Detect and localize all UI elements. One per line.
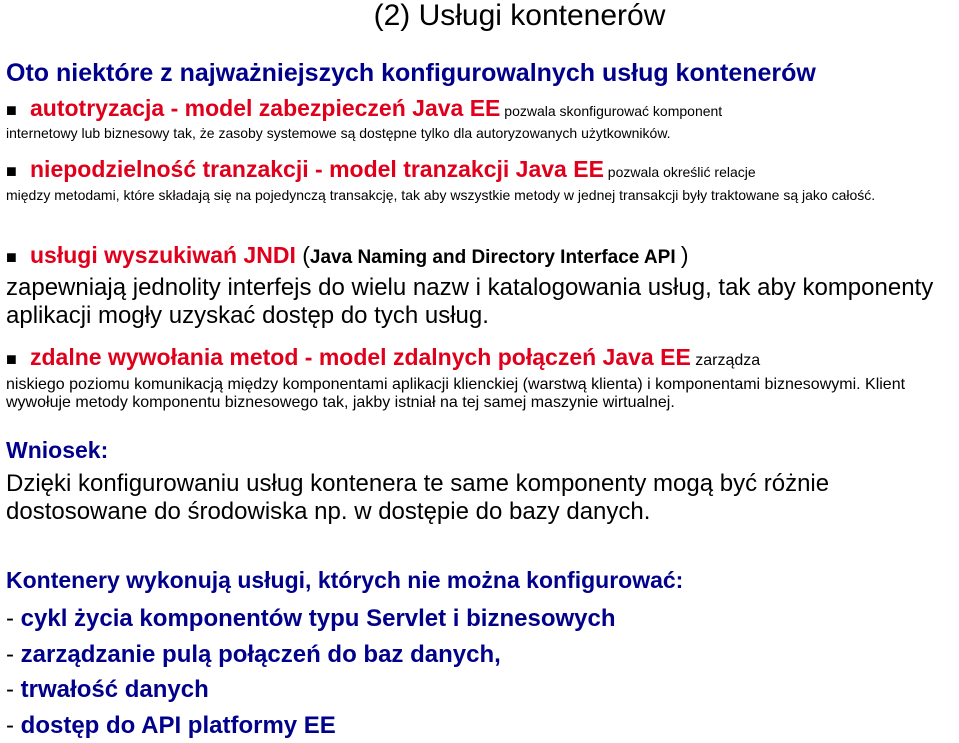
list-item-text: dostęp do API platformy EE (21, 712, 336, 739)
paren-open: ( (296, 242, 310, 268)
bullet-square-icon: ■ (6, 344, 30, 374)
conclusion-text: Dzięki konfigurowaniu usług kontenera te same komponenty mogą być różnie dostosowane do środowiska np. w dostępie do bazy danych. (6, 470, 946, 526)
bullet-heading: zdalne wywołania metod - model zdalnych połączeń Java EE (30, 344, 691, 370)
non-config-title: Kontenery wykonują usługi, których nie można konfigurować: (6, 567, 683, 593)
conclusion-label: Wniosek: (6, 437, 108, 463)
bullet-remote-calls (6, 342, 956, 412)
list-item-text: zarządzanie pulą połączeń do baz danych, (21, 641, 501, 668)
subtitle: Oto niektóre z najważniejszych konfigurowalnych usług kontenerów (6, 58, 816, 88)
bullet-authorization (6, 95, 956, 141)
non-config-list (6, 601, 616, 743)
bullet-transactions (6, 155, 956, 203)
list-item (6, 708, 616, 743)
list-item (6, 672, 616, 708)
list-item (6, 637, 616, 673)
list-item-text: trwałość danych (21, 676, 209, 703)
bullet-square-icon: ■ (6, 242, 30, 272)
list-dash: - (6, 712, 21, 739)
list-item (6, 601, 616, 637)
list-dash: - (6, 605, 21, 632)
list-item-text: cykl życia komponentów typu Servlet i biznesowych (21, 605, 616, 632)
bullet-continuation: niskiego poziomu komunikacją między komponentami aplikacji klienckiej (warstwą klienta) i komponentami biznesowymi. Klient wywołuje metody komponentu biznesowego tak, jakby istniał na tej samej maszynie wirtualnej. (6, 376, 956, 412)
bullet-heading: usługi wyszukiwań JNDI (30, 242, 296, 268)
bullet-continuation: między metodami, które składają się na pojedynczą transakcję, tak aby wszystkie metody w jednej transakcji były traktowane są jako całość. (6, 187, 956, 203)
bullet-continuation: zapewniają jednolity interfejs do wielu nazw i katalogowania usług, tak aby komponenty aplikacji mogły uzyskać dostęp do tych usług. (6, 274, 956, 330)
paren-close: ) (681, 242, 689, 268)
page-title: (2) Usługi kontenerów (0, 0, 959, 32)
bullet-square-icon: ■ (6, 157, 30, 185)
bullet-inline-text: zarządza (691, 352, 760, 369)
bullet-inline-text: pozwala skonfigurować komponent (500, 103, 722, 119)
bullet-heading: autotryzacja - model zabezpieczeń Java EE (30, 95, 500, 121)
bullet-heading: niepodzielność tranzakcji - model tranzakcji Java EE (30, 156, 604, 182)
bullet-square-icon: ■ (6, 97, 30, 123)
list-dash: - (6, 676, 21, 703)
bullet-inline-text: pozwala określić relacje (604, 164, 756, 180)
list-dash: - (6, 641, 21, 668)
bullet-continuation: internetowy lub biznesowy tak, że zasoby systemowe są dostępne tylko dla autoryzowanych użytkowników. (6, 125, 956, 141)
jndi-detail: Java Naming and Directory Interface API (310, 247, 681, 268)
bullet-jndi (6, 240, 956, 330)
